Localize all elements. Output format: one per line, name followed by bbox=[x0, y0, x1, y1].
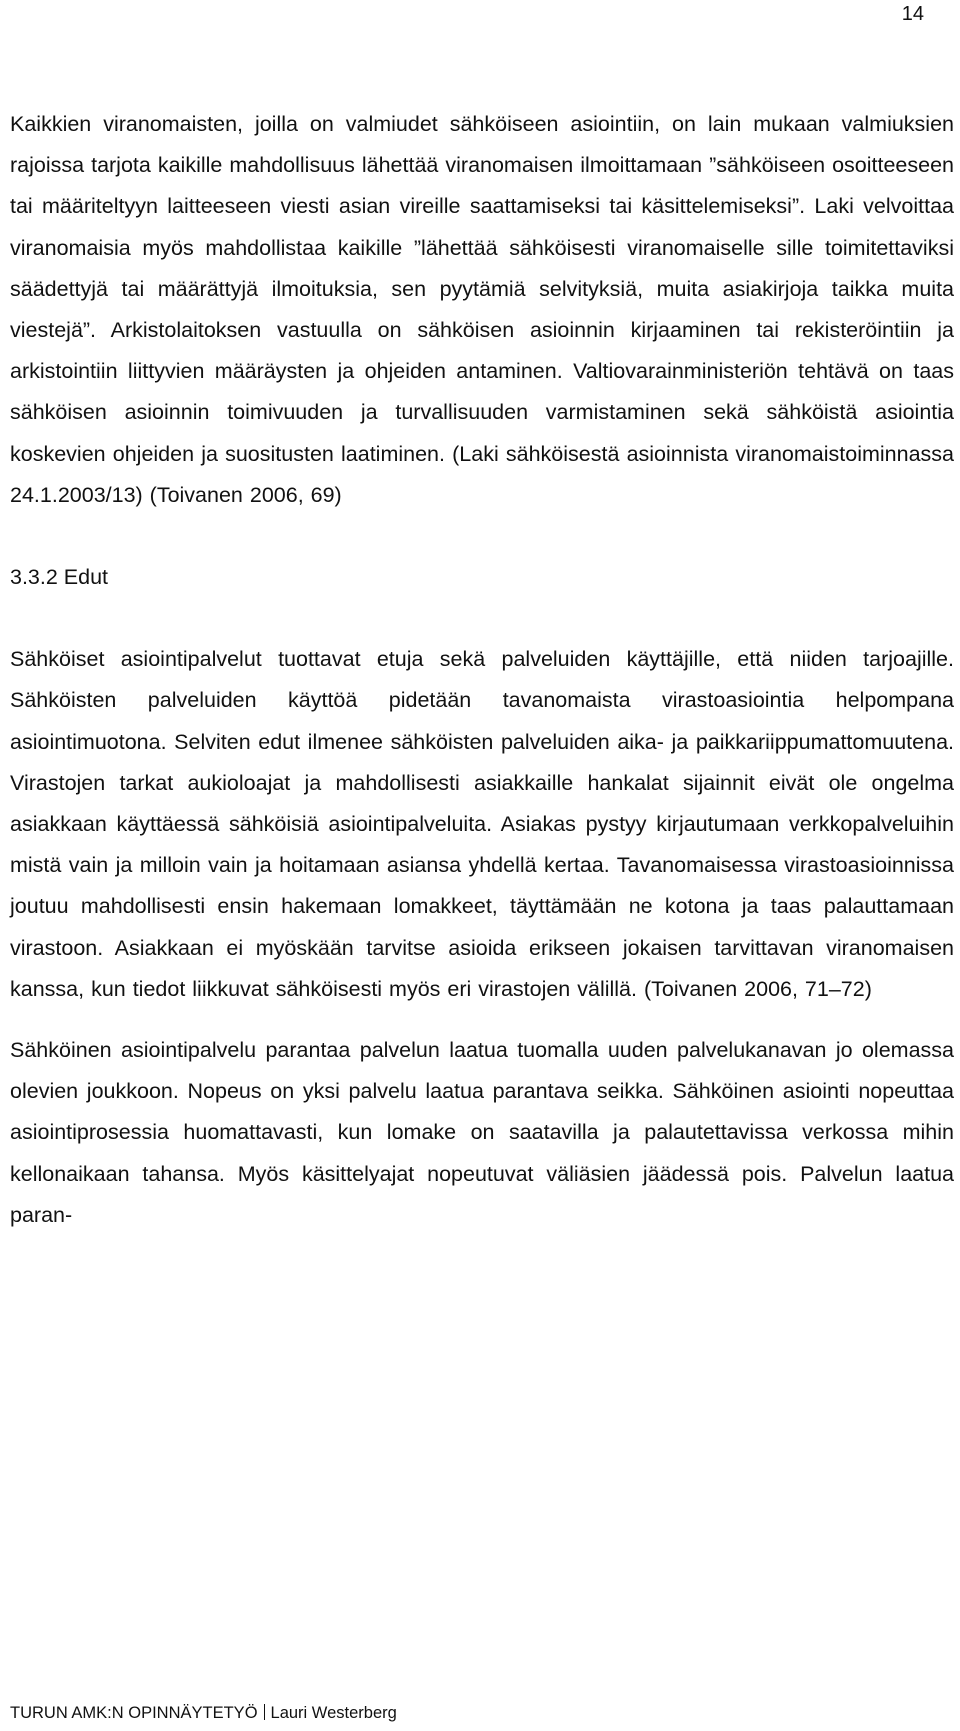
spacer bbox=[10, 1010, 954, 1030]
paragraph-legal-requirements: Kaikkien viranomaisten, joilla on valmiudet sähköiseen asiointiin, on lain mukaan valmiuksien rajoissa tarjota kaikille mahdollisuus lähettää viranomaisen ilmoittamaan ”sähköiseen osoitteeseen tai määriteltyyn laitteeseen viesti asian vireille saattamiseksi tai käsittelemiseksi”. Laki velvoittaa viranomaisia myös mahdollistaa kaikille ”lähettää sähköisesti viranomaiselle sille toimitettaviksi säädettyjä tai määrättyjä ilmoituksia, sen pyytämiä selvityksiä, muita asiakirjoja taikka muita viestejä”. Arkistolaitoksen vastuulla on sähköisen asioinnin kirjaaminen tai rekisteröintiin ja arkistointiin liittyvien määräysten ja ohjeiden antaminen. Valtiovarainministeriön tehtävä on taas sähköisen asioinnin toimivuuden ja turvallisuuden varmistaminen sekä sähköistä asiointia koskevien ohjeiden ja suositusten laatiminen. (Laki sähköisestä asioinnista viranomaistoiminnassa 24.1.2003/13) (Toivanen 2006, 69) bbox=[10, 112, 954, 507]
page-number: 14 bbox=[901, 3, 924, 25]
footer-institution: TURUN AMK:N OPINNÄYTETYÖ bbox=[10, 1704, 258, 1722]
document-body bbox=[10, 104, 954, 1236]
spacer bbox=[10, 516, 954, 557]
section-heading: 3.3.2 Edut bbox=[10, 565, 109, 590]
footer-separator bbox=[264, 1704, 265, 1720]
footer-author: Lauri Westerberg bbox=[270, 1704, 397, 1722]
spacer bbox=[10, 598, 954, 639]
page-footer bbox=[10, 1703, 397, 1723]
paragraph-benefits: Sähköiset asiointipalvelut tuottavat etuja sekä palveluiden käyttäjille, että niiden tarjoajille. Sähköisten palveluiden käyttöä pidetään tavanomaista virastoasiointia helpompana asiointimuotona. Selviten edut ilmenee sähköisten palveluiden aika- ja paikkariippumattomuutena. Virastojen tarkat aukioloajat ja mahdollisesti asiakkaille hankalat sijainnit eivät ole ongelma asiakkaan käyttäessä sähköisiä asiointipalveluita. Asiakas pystyy kirjautumaan verkkopalveluihin mistä vain ja milloin vain ja hoitamaan asiansa yhdellä kertaa. Tavanomaisessa virastoasioinnissa joutuu mahdollisesti ensin hakemaan lomakkeet, täyttämään ne kotona ja taas palauttamaan virastoon. Asiakkaan ei myöskään tarvitse asioida erikseen jokaisen tarvittavan viranomaisen kanssa, kun tiedot liikkuvat sähköisesti myös eri virastojen välillä. (Toivanen 2006, 71–72) bbox=[10, 647, 954, 1001]
paragraph-service-quality: Sähköinen asiointipalvelu parantaa palvelun laatua tuomalla uuden palvelukanavan jo olemassa olevien joukkoon. Nopeus on yksi palvelu laatua parantava seikka. Sähköinen asiointi nopeuttaa asiointiprosessia huomattavasti, kun lomake on saatavilla ja palautettavissa verkossa mihin kellonaikaan tahansa. Myös käsittelyajat nopeutuvat väliäsien jäädessä pois. Palvelun laatua paran- bbox=[10, 1038, 954, 1227]
